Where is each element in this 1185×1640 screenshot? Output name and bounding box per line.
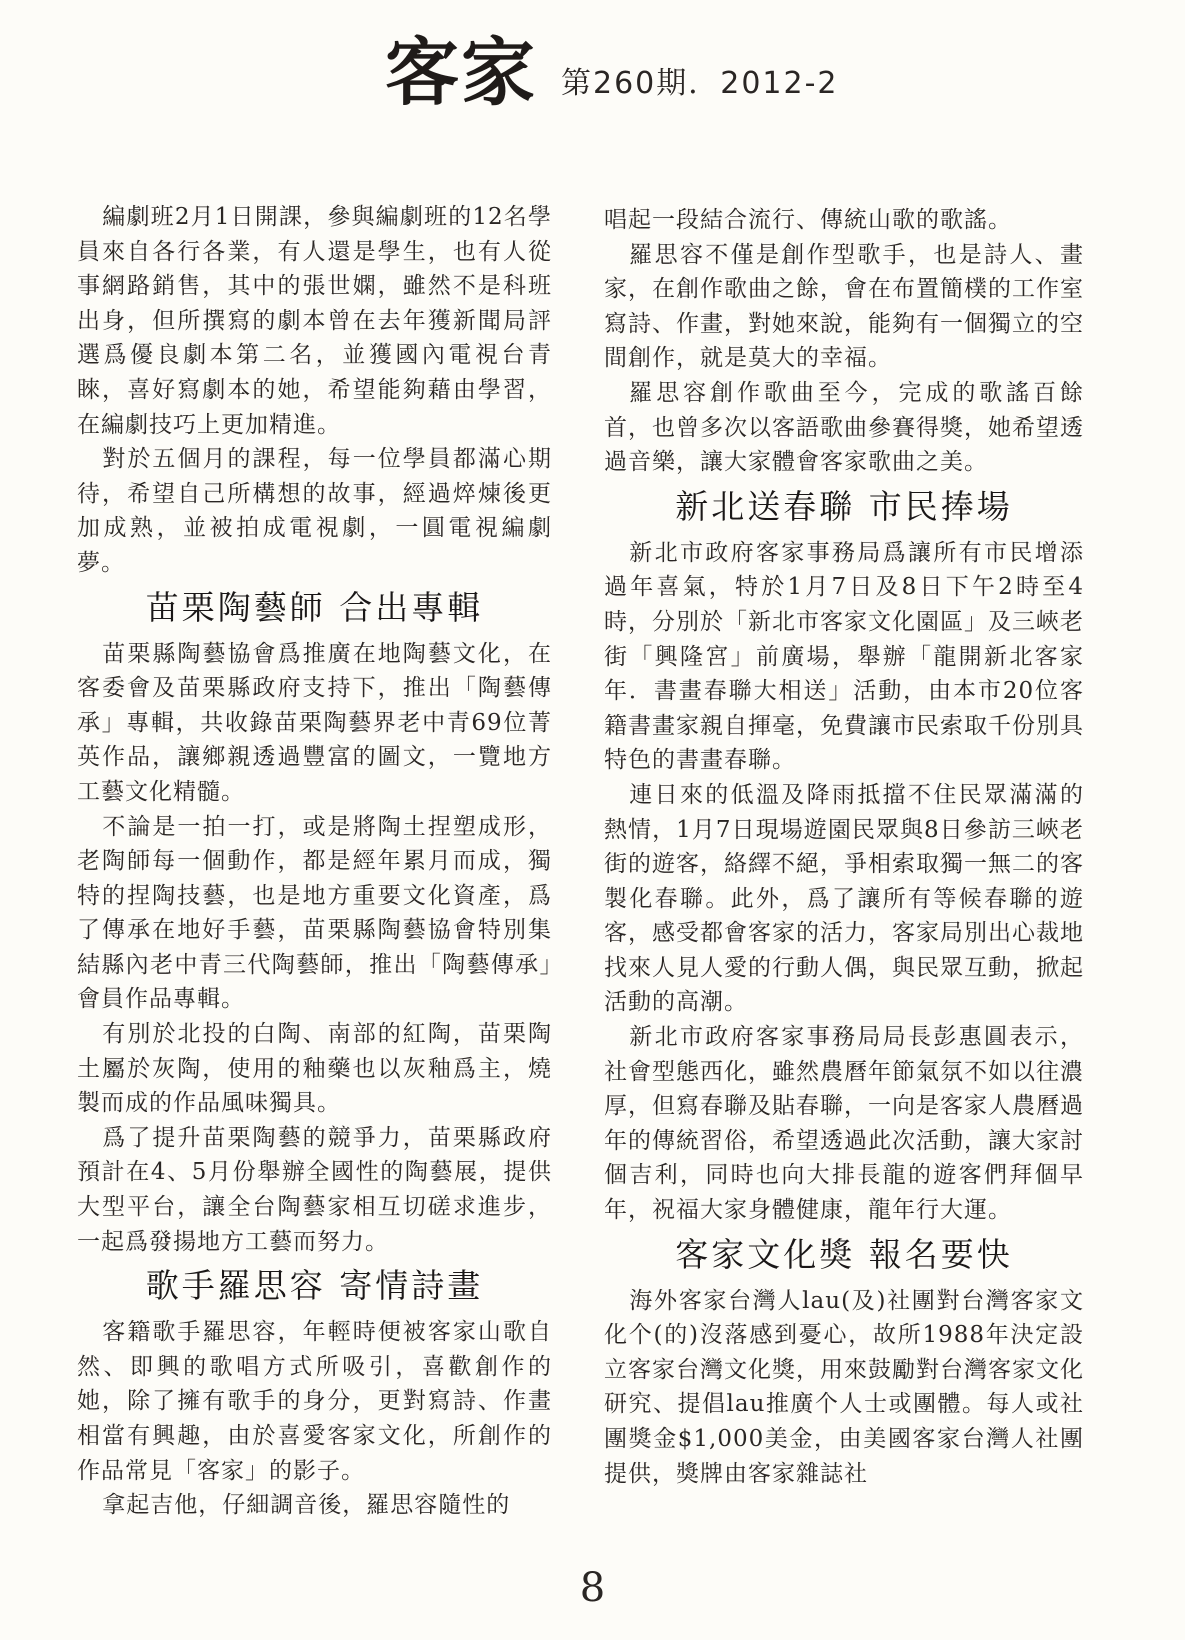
- article-paragraph: 新北市政府客家事務局爲讓所有市民增添過年喜氣，特於1月7日及8日下午2時至4時，分別於「新北市客家文化園區」及三峽老街「興隆宮」前廣場，舉辦「龍開新北客家年．書畫春聯大相送」活動，由本市20位客籍書畫家親自揮毫，免費讓市民索取千份別具特色的書畫春聯。: [604, 539, 1084, 774]
- article-paragraph: 羅思容創作歌曲至今，完成的歌謠百餘首，也曾多次以客語歌曲參賽得獎，她希望透過音樂，讓大家體會客家歌曲之美。: [604, 379, 1084, 476]
- right-column: [604, 203, 1084, 1491]
- article-paragraph: 連日來的低溫及降雨抵擋不住民眾滿滿的熱情，1月7日現場遊園民眾與8日參訪三峽老街的遊客，絡繹不絕，爭相索取獨一無二的客製化春聯。此外，爲了讓所有等候春聯的遊客，感受都會客家的活力，客家局別出心裁地找來人見人愛的行動人偶，與民眾互動，掀起活動的高潮。: [604, 781, 1084, 1016]
- article-paragraph: 爲了提升苗栗陶藝的競爭力，苗栗縣政府預計在4、5月份舉辦全國性的陶藝展，提供大型平台，讓全台陶藝家相互切磋求進步，一起爲發揚地方工藝而努力。: [77, 1124, 552, 1255]
- article-heading: 歌手羅思容 寄情詩畫: [145, 1266, 484, 1306]
- masthead: [385, 30, 839, 116]
- issue-info: 第260期．2012-2: [561, 66, 839, 101]
- article-heading: 新北送春聯 市民捧場: [675, 486, 1013, 526]
- magazine-title: 客家: [385, 30, 537, 116]
- article-paragraph: 有別於北投的白陶、南部的紅陶，苗栗陶土屬於灰陶，使用的釉藥也以灰釉爲主，燒製而成的作品風味獨具。: [77, 1021, 552, 1117]
- article-paragraph: 不論是一拍一打，或是將陶土捏塑成形，老陶師每一個動作，都是經年累月而成，獨特的捏陶技藝，也是地方重要文化資產，爲了傳承在地好手藝，苗栗縣陶藝協會特別集結縣內老中青三代陶藝師，推出「陶藝傳承」會員作品專輯。: [77, 813, 552, 1013]
- article-paragraph: 苗栗縣陶藝協會爲推廣在地陶藝文化，在客委會及苗栗縣政府支持下，推出「陶藝傳承」專輯，共收錄苗栗陶藝界老中青69位菁英作品，讓鄉親透過豐富的圖文，一覽地方工藝文化精髓。: [77, 640, 552, 805]
- article-paragraph: 拿起吉他，仔細調音後，羅思容隨性的: [102, 1492, 511, 1519]
- article-paragraph: 編劇班2月1日開課，參與編劇班的12名學員來自各行各業，有人還是學生，也有人從事網路銷售，其中的張世嫻，雖然不是科班出身，但所撰寫的劇本曾在去年獲新聞局評選爲優良劇本第二名，並獲國內電視台青睞，喜好寫劇本的她，希望能夠藉由學習，在編劇技巧上更加精進。: [77, 204, 552, 438]
- left-column: [77, 200, 552, 1523]
- article-paragraph: 對於五個月的課程，每一位學員都滿心期待，希望自己所構想的故事，經過焠煉後更加成熟，並被拍成電視劇，一圓電視編劇夢。: [77, 446, 552, 576]
- article-paragraph: 唱起一段結合流行、傳統山歌的歌謠。: [604, 207, 1012, 233]
- article-heading: 苗栗陶藝師 合出專輯: [145, 587, 484, 627]
- article-paragraph: 羅思容不僅是創作型歌手，也是詩人、畫家，在創作歌曲之餘，會在布置簡樸的工作室寫詩、作畫，對她來說，能夠有一個獨立的空間創作，就是莫大的幸福。: [604, 241, 1084, 372]
- article-paragraph: 新北市政府客家事務局局長彭惠圓表示，社會型態西化，雖然農曆年節氣氛不如以往濃厚，但寫春聯及貼春聯，一向是客家人農曆過年的傳統習俗，希望透過此次活動，讓大家討個吉利，同時也向大排長龍的遊客們拜個早年，祝福大家身體健康，龍年行大運。: [604, 1024, 1084, 1224]
- page-number: 8: [579, 1565, 606, 1611]
- article-paragraph: 海外客家台灣人lau(及)社團對台灣客家文化个(的)沒落感到憂心，故所1988年決定設立客家台灣文化獎，用來鼓勵對台灣客家文化研究、提倡lau推廣个人士或團體。每人或社團獎金$1,000美金，由美國客家台灣人社團提供，獎牌由客家雜誌社: [604, 1287, 1084, 1487]
- article-paragraph: 客籍歌手羅思容，年輕時便被客家山歌自然、即興的歌唱方式所吸引，喜歡創作的她，除了擁有歌手的身分，更對寫詩、作畫相當有興趣，由於喜愛客家文化，所創作的作品常見「客家」的影子。: [77, 1319, 552, 1484]
- article-heading: 客家文化獎 報名要快: [675, 1234, 1013, 1274]
